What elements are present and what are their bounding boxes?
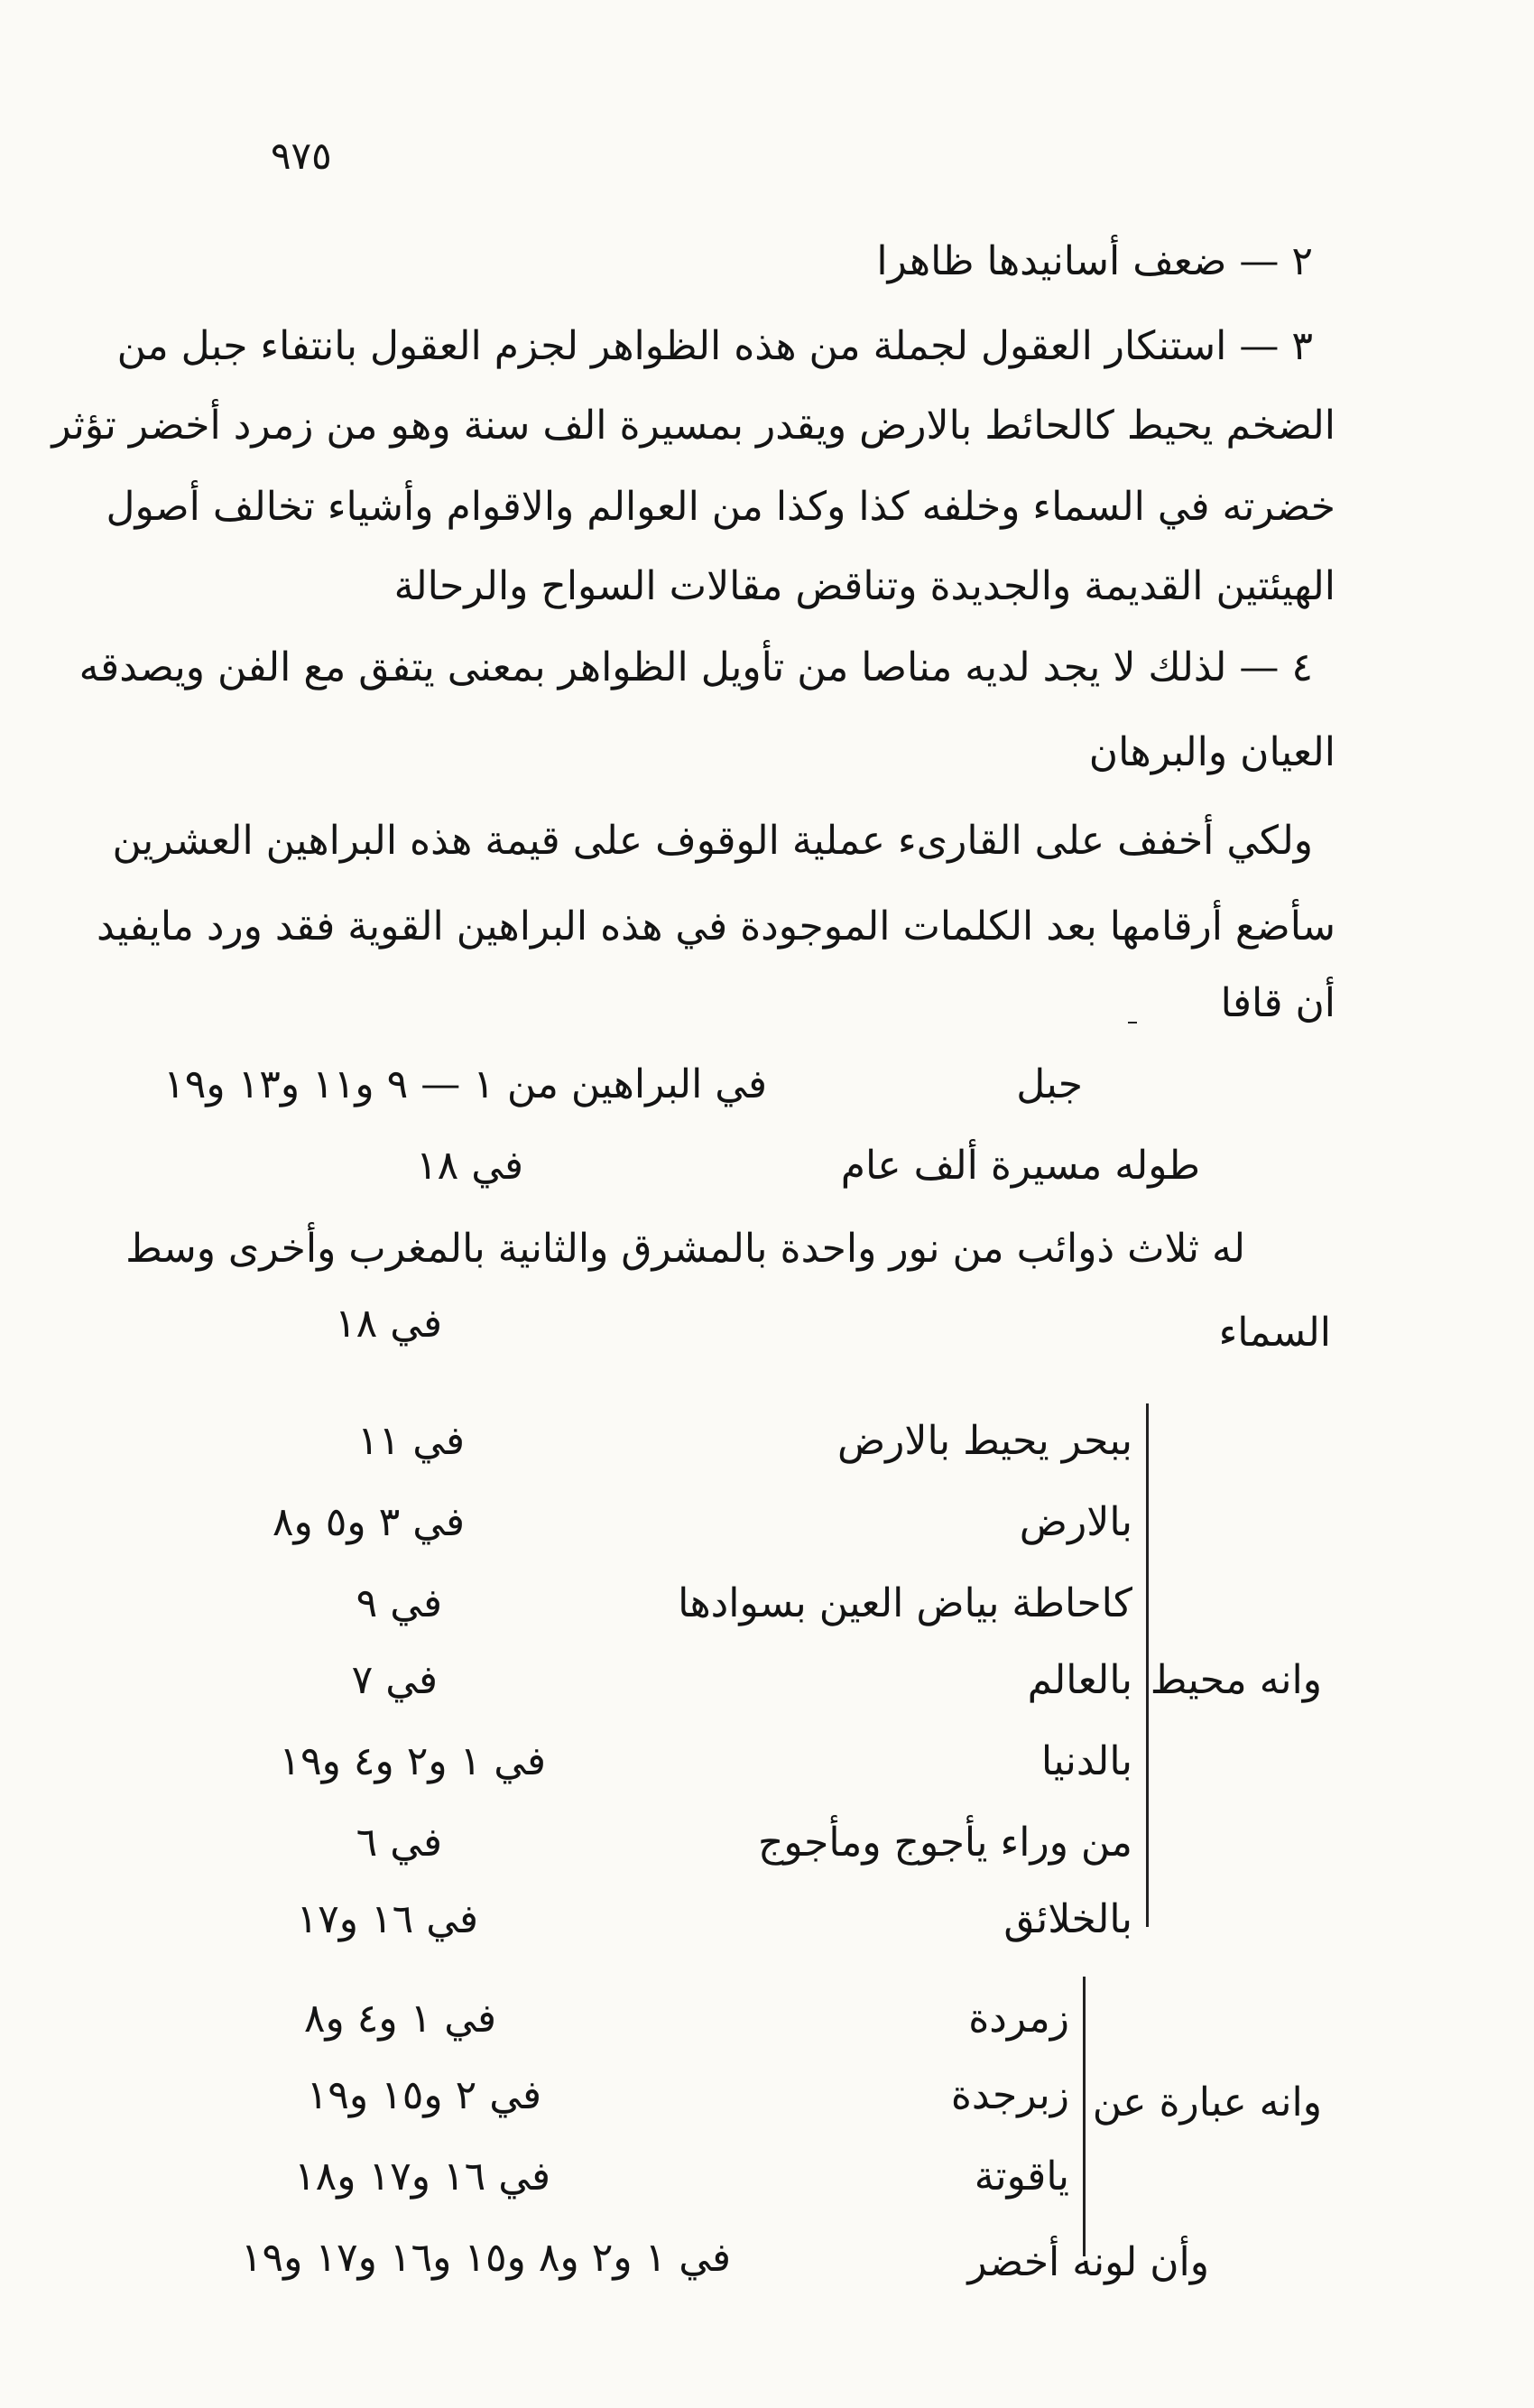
made-of-ref: في ٢ و١٥ و١٩ (306, 2072, 541, 2118)
surrounds-ref: في ١ و٢ و٤ و١٩ (279, 1738, 546, 1784)
point-3-cont-3: الهيئتين القديمة والجديدة وتناقض مقالات السواح والرحالة (393, 563, 1335, 609)
locks-text-cont: السماء (1218, 1310, 1331, 1356)
locks-refs: في ١٨ (335, 1301, 442, 1347)
mountain-label: جبل (1016, 1061, 1083, 1107)
surrounds-ref: في ٦ (356, 1820, 442, 1866)
surrounds-item: من وراء يأجوج ومأجوج (758, 1820, 1132, 1866)
made-of-bracket (1083, 1977, 1086, 2256)
surrounds-heading: وانه محيط (1150, 1657, 1322, 1703)
page-number: ٩٧٥ (271, 134, 332, 178)
color-refs: في ١ و٢ و٨ و١٥ و١٦ و١٧ و١٩ (240, 2235, 731, 2281)
made-of-item: زبرجدة (950, 2072, 1069, 2118)
made-of-ref: في ١٦ و١٧ و١٨ (294, 2153, 550, 2200)
locks-text: له ثلاث ذوائب من نور واحدة بالمشرق والثانية بالمغرب وأخرى وسط (125, 1226, 1245, 1272)
surrounds-ref: في ٧ (351, 1657, 438, 1703)
point-2: ٢ — ضعف أسانيدها ظاهرا (876, 238, 1313, 284)
point-3: ٣ — استنكار العقول لجملة من هذه الظواهر لجزم العقول بانتفاء جبل من (116, 323, 1313, 369)
made-of-item: ياقوتة (974, 2153, 1069, 2200)
made-of-heading: وانه عبارة عن (1092, 2079, 1322, 2126)
surrounds-ref: في ١١ (357, 1418, 465, 1464)
intro-line-2: سأضع أرقامها بعد الكلمات الموجودة في هذه البراهين القوية فقد ورد مايفيد (96, 903, 1335, 949)
point-3-cont-2: خضرته في السماء وخلفه كذا وكذا من العوالم والاقوام وأشياء تخالف أصول (106, 484, 1335, 530)
mountain-refs: في البراهين من ١ — ٩ و١١ و١٣ و١٩ (163, 1061, 767, 1107)
intro-line-3: أن قافا (1220, 980, 1335, 1026)
surrounds-item: بالعالم (1027, 1657, 1132, 1703)
stray-mark (1128, 1022, 1137, 1023)
length-label: طوله مسيرة ألف عام (840, 1143, 1200, 1189)
surrounds-item: بالدنيا (1040, 1738, 1132, 1784)
made-of-ref: في ١ و٤ و٨ (303, 1996, 496, 2042)
surrounds-ref: في ٣ و٥ و٨ (272, 1499, 465, 1545)
surrounds-item: كاحاطة بياض العين بسوادها (678, 1580, 1132, 1626)
surrounds-ref: في ١٦ و١٧ (296, 1896, 478, 1942)
intro-line-1: ولكي أخفف على القارىء عملية الوقوف على قيمة هذه البراهين العشرين (112, 818, 1313, 864)
made-of-item: زمردة (968, 1996, 1069, 2042)
surrounds-item: ببحر يحيط بالارض (836, 1418, 1132, 1464)
surrounds-bracket (1146, 1403, 1149, 1927)
surrounds-item: بالخلائق (1003, 1896, 1132, 1942)
point-4: ٤ — لذلك لا يجد لديه مناصا من تأويل الظواهر بمعنى يتفق مع الفن ويصدقه (79, 644, 1313, 690)
surrounds-item: بالارض (1019, 1499, 1132, 1545)
color-label: وأن لونه أخضر (967, 2239, 1209, 2285)
length-refs: في ١٨ (416, 1143, 523, 1189)
point-3-cont-1: الضخم يحيط كالحائط بالارض ويقدر بمسيرة الف سنة وهو من زمرد أخضر تؤثر (51, 403, 1335, 449)
point-4-cont: العيان والبرهان (1088, 729, 1335, 775)
surrounds-ref: في ٩ (356, 1580, 442, 1626)
